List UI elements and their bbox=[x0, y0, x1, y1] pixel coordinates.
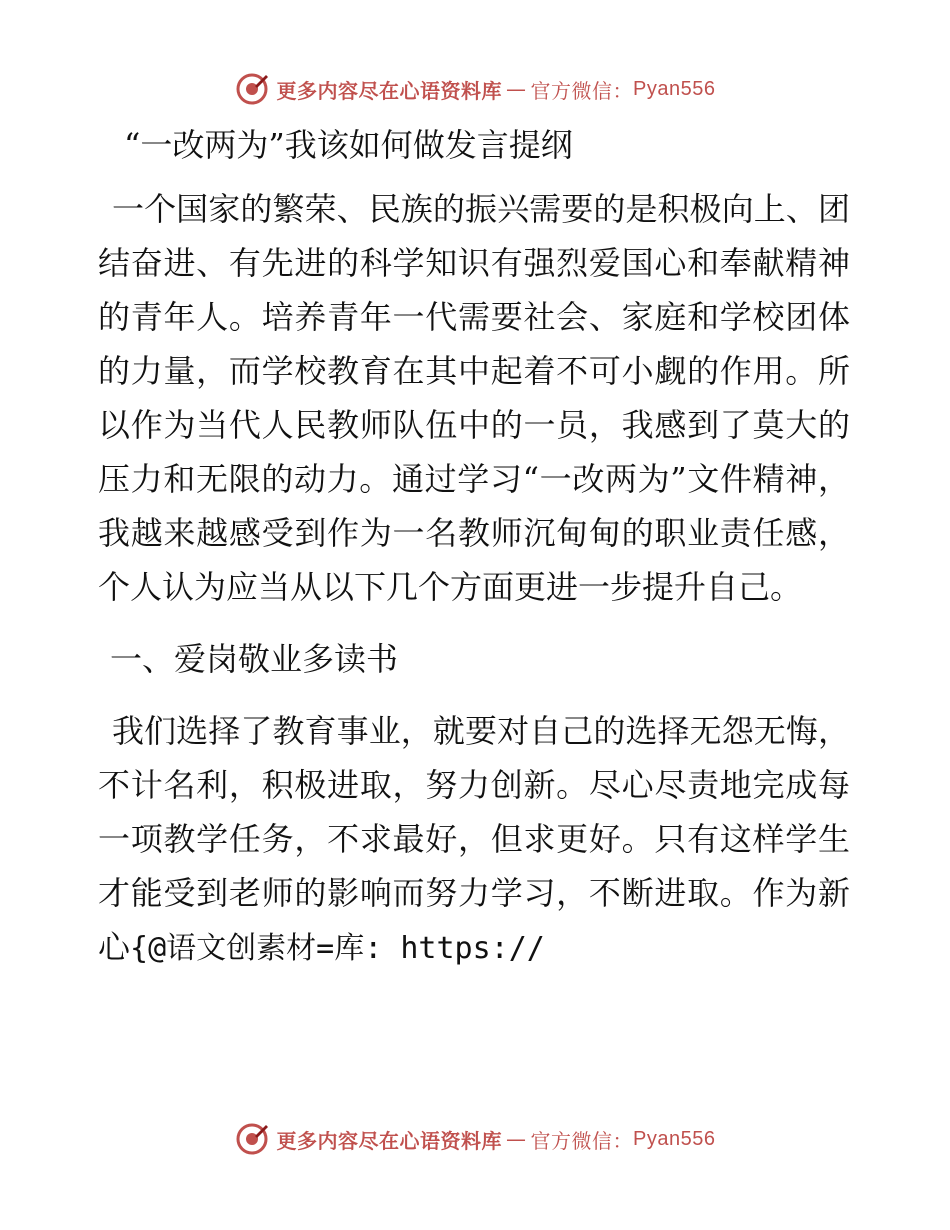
watermark-account: Pyan556 bbox=[633, 1127, 716, 1150]
watermark-brand: 更多内容尽在心语资料库 bbox=[276, 78, 503, 103]
document-body bbox=[98, 118, 850, 994]
watermark-account: Pyan556 bbox=[633, 77, 716, 100]
pen-circle-icon bbox=[235, 1122, 269, 1156]
intro-paragraph: 一个国家的繁荣、民族的振兴需要的是积极向上、团结奋进、有先进的科学知识有强烈爱国心和奉献精神的青年人。培养青年一代需要社会、家庭和学校团体的力量，而学校教育在其中起着不可小觑的作用。所以作为当代人民教师队伍中的一员，我感到了莫大的压力和无限的动力。通过学习“一改两为”文件精神，我越来越感受到作为一名教师沉甸甸的职业责任感，个人认为应当从以下几个方面更进一步提升自己。 bbox=[98, 190, 850, 606]
header-watermark bbox=[0, 72, 950, 106]
section-text: 我们选择了教育事业，就要对自己的选择无怨无悔，不计名利，积极进取，努力创新。尽心尽责地完成每一项教学任务，不求最好，但求更好。只有这样学生才能受到老师的影响而努力学习，不断进取。作为新心 bbox=[98, 712, 850, 966]
section-paragraph bbox=[98, 704, 850, 976]
footer-watermark bbox=[0, 1122, 950, 1156]
section-heading: 一、爱岗敬业多读书 bbox=[110, 640, 399, 678]
pen-circle-icon bbox=[235, 72, 269, 106]
watermark-brand: 更多内容尽在心语资料库 bbox=[276, 1128, 503, 1153]
watermark-separator: — bbox=[506, 77, 527, 101]
watermark-label: 官方微信： bbox=[530, 1128, 634, 1153]
watermark-label: 官方微信： bbox=[530, 78, 634, 103]
document-title: “一改两为”我该如何做发言提纲 bbox=[124, 126, 573, 164]
watermark-separator: — bbox=[506, 1127, 527, 1151]
section-text-tail: {@语文创素材=库: https:// bbox=[130, 931, 545, 966]
